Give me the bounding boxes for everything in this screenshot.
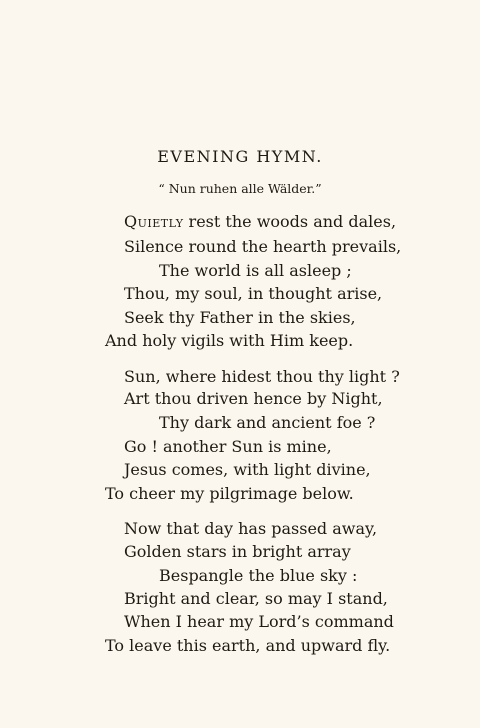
poem-line — [124, 214, 396, 230]
poem-subtitle: “ Nun ruhen alle Wälder.” — [158, 181, 322, 196]
poem-line: Bright and clear, so may I stand, — [124, 589, 388, 608]
poem-line: Art thou driven hence by Night, — [124, 389, 383, 408]
poem-line: The world is all asleep ; — [159, 261, 352, 280]
line-text: rest the woods and dales, — [183, 212, 397, 231]
poem-line: Sun, where hidest thou thy light ? — [124, 367, 400, 386]
poem-line: To cheer my pilgrimage below. — [105, 484, 354, 503]
poem-line: Golden stars in bright array — [124, 542, 351, 561]
poem-line: Thy dark and ancient foe ? — [159, 413, 376, 432]
poem-line: To leave this earth, and upward fly. — [105, 636, 391, 655]
poem-line: Go ! another Sun is mine, — [124, 437, 332, 456]
poem-line: Bespangle the blue sky : — [159, 566, 358, 585]
poem-title: EVENING HYMN. — [157, 147, 323, 166]
poem-line: Thou, my soul, in thought arise, — [124, 284, 383, 303]
poem-line: Seek thy Father in the skies, — [124, 308, 356, 327]
small-caps-lead: Quietly — [124, 212, 184, 231]
poem-line: Silence round the hearth prevails, — [124, 237, 402, 256]
poem-line: Jesus comes, with light divine, — [124, 460, 371, 479]
poem-line: Now that day has passed away, — [124, 519, 378, 538]
poem-line: When I hear my Lord’s command — [124, 612, 394, 631]
poem-line: And holy vigils with Him keep. — [105, 331, 354, 350]
